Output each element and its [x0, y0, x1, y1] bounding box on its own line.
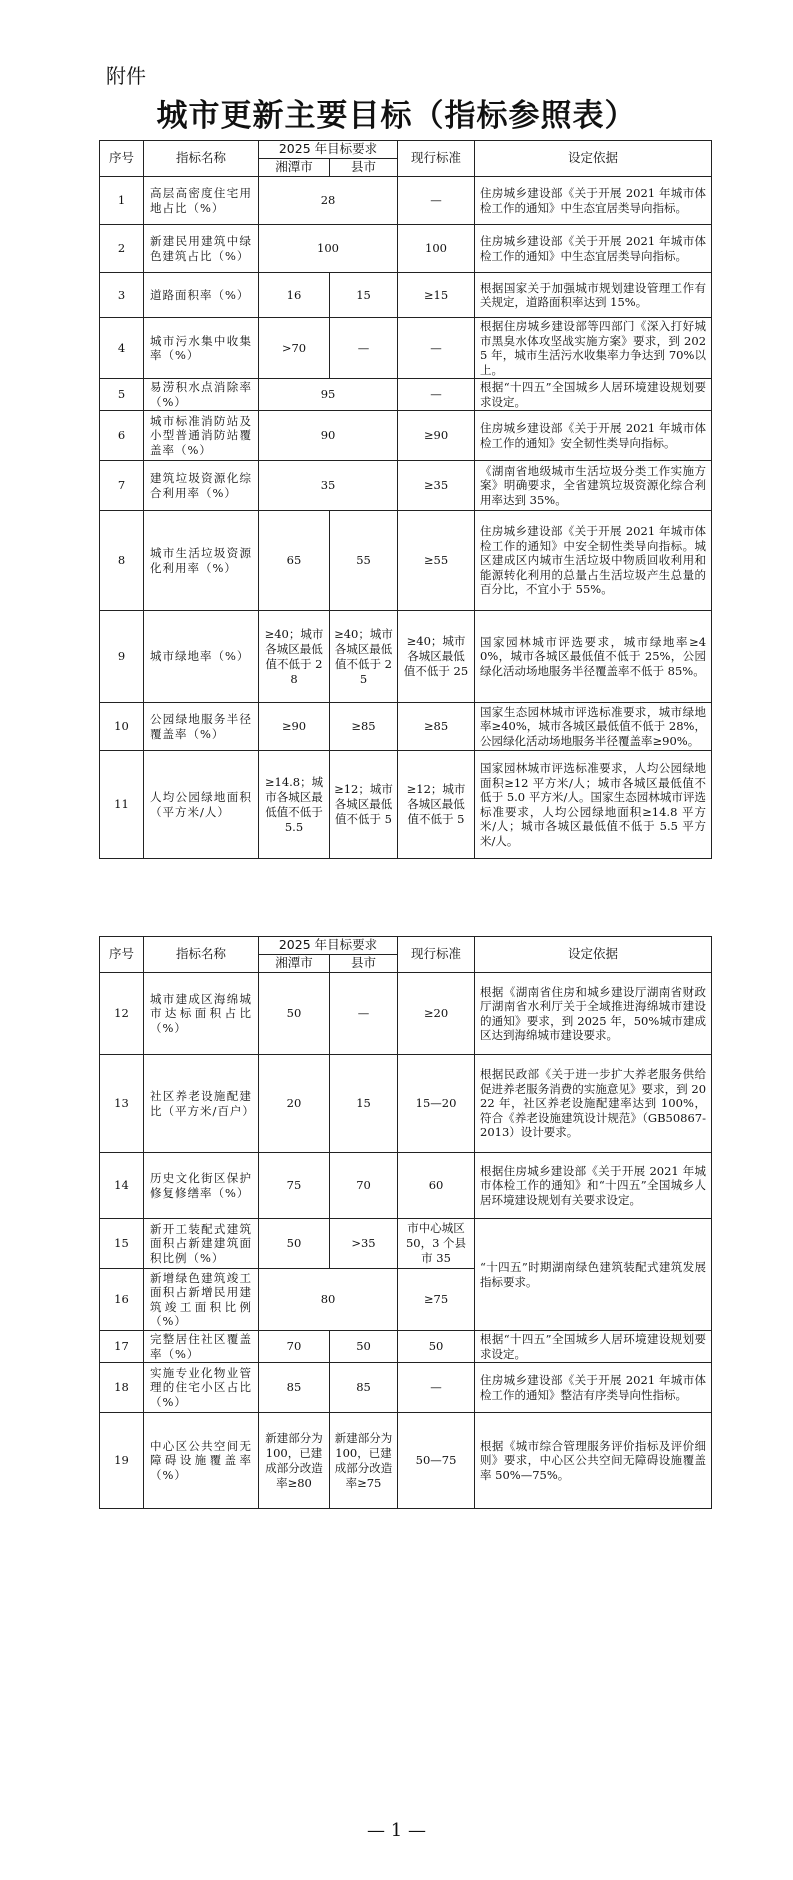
col-header-county: 县市: [330, 159, 398, 177]
page-number: — 1 —: [367, 1820, 426, 1841]
target-xiangtan: 16: [259, 273, 330, 318]
target-merged: 80: [259, 1269, 398, 1331]
current-standard: 50: [398, 1331, 475, 1363]
row-no: 10: [100, 703, 144, 751]
target-xiangtan: 50: [259, 973, 330, 1055]
target-county: 15: [330, 273, 398, 318]
target-county: 70: [330, 1153, 398, 1219]
current-standard: ≥55: [398, 511, 475, 611]
col-header-current: 现行标准: [398, 141, 475, 177]
row-no: 5: [100, 379, 144, 411]
current-standard: ≥90: [398, 411, 475, 461]
table-row: [100, 611, 712, 703]
target-xiangtan: 70: [259, 1331, 330, 1363]
target-county: ≥12；城市各城区最低值不低于 5: [330, 751, 398, 859]
row-no: 4: [100, 318, 144, 379]
row-no: 8: [100, 511, 144, 611]
attachment-label: 附件: [106, 64, 146, 88]
row-no: 19: [100, 1413, 144, 1509]
target-xiangtan: ≥40；城市各城区最低值不低于 28: [259, 611, 330, 703]
indicator-name: 中心区公共空间无障碍设施覆盖率（%）: [144, 1413, 259, 1509]
indicator-name: 易涝积水点消除率（%）: [144, 379, 259, 411]
basis-text: 《湖南省地级城市生活垃圾分类工作实施方案》明确要求，全省建筑垃圾资源化综合利用率达到 35%。: [475, 461, 712, 511]
target-county: —: [330, 318, 398, 379]
current-standard: 15—20: [398, 1055, 475, 1153]
basis-text: 住房城乡建设部《关于开展 2021 年城市体检工作的通知》整洁有序类导向性指标。: [475, 1363, 712, 1413]
indicator-name: 完整居住社区覆盖率（%）: [144, 1331, 259, 1363]
basis-text: 根据《湖南省住房和城乡建设厅湖南省财政厅湖南省水利厅关于全域推进海绵城市建设的通知》要求，到 2025 年，50%城市建成区达到海绵城市建设要求。: [475, 973, 712, 1055]
row-no: 18: [100, 1363, 144, 1413]
indicator-name: 人均公园绿地面积（平方米/人）: [144, 751, 259, 859]
row-no: 9: [100, 611, 144, 703]
table-row: [100, 703, 712, 751]
col-header-basis: 设定依据: [475, 141, 712, 177]
indicator-name: 城市绿地率（%）: [144, 611, 259, 703]
row-no: 3: [100, 273, 144, 318]
basis-text: 国家生态园林城市评选标准要求，城市绿地率≥40%，城市各城区最低值不低于 28%，公园绿化活动场地服务半径覆盖率≥90%。: [475, 703, 712, 751]
row-no: 15: [100, 1219, 144, 1269]
table-row: [100, 751, 712, 859]
target-merged: 100: [259, 225, 398, 273]
basis-text: 国家园林城市评选标准要求，人均公园绿地面积≥12 平方米/人；城市各城区最低值不低于 5.0 平方米/人。国家生态园林城市评选标准要求，人均公园绿地面积≥14.8 平方米/人；城市各城区最低值不低于 5.5 平方米/人。: [475, 751, 712, 859]
indicator-table-1: [99, 140, 712, 859]
current-standard: —: [398, 318, 475, 379]
current-standard: —: [398, 1363, 475, 1413]
col-header-target-group: 2025 年目标要求: [259, 141, 398, 159]
target-merged: 90: [259, 411, 398, 461]
current-standard: 50—75: [398, 1413, 475, 1509]
col-header-county: 县市: [330, 955, 398, 973]
target-county: ≥85: [330, 703, 398, 751]
target-county: —: [330, 973, 398, 1055]
table-row: [100, 461, 712, 511]
col-header-name: 指标名称: [144, 141, 259, 177]
table-row: [100, 973, 712, 1055]
current-standard: ≥12；城市各城区最低值不低于 5: [398, 751, 475, 859]
indicator-name: 新建民用建筑中绿色建筑占比（%）: [144, 225, 259, 273]
target-xiangtan: 85: [259, 1363, 330, 1413]
col-header-no: 序号: [100, 141, 144, 177]
table-row: [100, 1153, 712, 1219]
target-merged: 95: [259, 379, 398, 411]
current-standard: 60: [398, 1153, 475, 1219]
table-row: [100, 511, 712, 611]
indicator-name: 社区养老设施配建比（平方米/百户）: [144, 1055, 259, 1153]
target-merged: 28: [259, 177, 398, 225]
row-no: 14: [100, 1153, 144, 1219]
basis-text: “十四五”时期湖南绿色建筑装配式建筑发展指标要求。: [475, 1219, 712, 1331]
col-header-xiangtan: 湘潭市: [259, 955, 330, 973]
indicator-table-2: [99, 936, 712, 1509]
basis-text: 根据国家关于加强城市规划建设管理工作有关规定，道路面积率达到 15%。: [475, 273, 712, 318]
target-county: >35: [330, 1219, 398, 1269]
basis-text: 根据《城市综合管理服务评价指标及评价细则》要求，中心区公共空间无障碍设施覆盖率 50%—75%。: [475, 1413, 712, 1509]
indicator-name: 建筑垃圾资源化综合利用率（%）: [144, 461, 259, 511]
target-xiangtan: ≥90: [259, 703, 330, 751]
col-header-xiangtan: 湘潭市: [259, 159, 330, 177]
basis-text: 根据“十四五”全国城乡人居环境建设规划要求设定。: [475, 1331, 712, 1363]
col-header-name: 指标名称: [144, 937, 259, 973]
indicator-name: 公园绿地服务半径覆盖率（%）: [144, 703, 259, 751]
row-no: 7: [100, 461, 144, 511]
target-xiangtan: 65: [259, 511, 330, 611]
table-row: [100, 177, 712, 225]
row-no: 1: [100, 177, 144, 225]
target-county: ≥40；城市各城区最低值不低于 25: [330, 611, 398, 703]
indicator-name: 新开工装配式建筑面积占新建建筑面积比例（%）: [144, 1219, 259, 1269]
current-standard: —: [398, 177, 475, 225]
row-no: 16: [100, 1269, 144, 1331]
target-county: 新建部分为 100，已建成部分改造率≥75: [330, 1413, 398, 1509]
row-no: 13: [100, 1055, 144, 1153]
target-county: 15: [330, 1055, 398, 1153]
indicator-name: 实施专业化物业管理的住宅小区占比（%）: [144, 1363, 259, 1413]
table-row: [100, 1413, 712, 1509]
indicator-name: 城市生活垃圾资源化利用率（%）: [144, 511, 259, 611]
col-header-no: 序号: [100, 937, 144, 973]
table-row: [100, 318, 712, 379]
basis-text: 国家园林城市评选要求，城市绿地率≥40%，城市各城区最低值不低于 25%，公园绿化活动场地服务半径覆盖率不低于 85%。: [475, 611, 712, 703]
indicator-name: 城市建成区海绵城市达标面积占比（%）: [144, 973, 259, 1055]
current-standard: ≥15: [398, 273, 475, 318]
target-merged: 35: [259, 461, 398, 511]
current-standard: —: [398, 379, 475, 411]
page-title: 城市更新主要目标（指标参照表）: [156, 98, 637, 134]
col-header-current: 现行标准: [398, 937, 475, 973]
current-standard: ≥85: [398, 703, 475, 751]
table-row: [100, 1331, 712, 1363]
indicator-name: 高层高密度住宅用地占比（%）: [144, 177, 259, 225]
table-row: [100, 379, 712, 411]
row-no: 12: [100, 973, 144, 1055]
basis-text: 根据住房城乡建设部等四部门《深入打好城市黑臭水体攻坚战实施方案》要求，到 2025 年，城市生活污水收集率力争达到 70%以上。: [475, 318, 712, 379]
table-row: [100, 411, 712, 461]
row-no: 11: [100, 751, 144, 859]
basis-text: 住房城乡建设部《关于开展 2021 年城市体检工作的通知》安全韧性类导向指标。: [475, 411, 712, 461]
basis-text: 根据民政部《关于进一步扩大养老服务供给促进养老服务消费的实施意见》要求，到 2022 年，社区养老设施配建率达到 100%，符合《养老设施建筑设计规范》（GB50867-2013）设计要求。: [475, 1055, 712, 1153]
target-xiangtan: ≥14.8；城市各城区最低值不低于 5.5: [259, 751, 330, 859]
current-standard: ≥20: [398, 973, 475, 1055]
table-row: [100, 1219, 712, 1269]
current-standard: ≥40；城市各城区最低值不低于 25: [398, 611, 475, 703]
table-row: [100, 1055, 712, 1153]
indicator-name: 历史文化街区保护修复修缮率（%）: [144, 1153, 259, 1219]
current-standard: ≥75: [398, 1269, 475, 1331]
indicator-name: 新增绿色建筑竣工面积占新增民用建筑竣工面积比例（%）: [144, 1269, 259, 1331]
basis-text: 住房城乡建设部《关于开展 2021 年城市体检工作的通知》中生态宜居类导向指标。: [475, 177, 712, 225]
indicator-name: 道路面积率（%）: [144, 273, 259, 318]
col-header-target-group: 2025 年目标要求: [259, 937, 398, 955]
table-row: [100, 1363, 712, 1413]
basis-text: 住房城乡建设部《关于开展 2021 年城市体检工作的通知》中生态宜居类导向指标。: [475, 225, 712, 273]
row-no: 2: [100, 225, 144, 273]
target-xiangtan: 20: [259, 1055, 330, 1153]
basis-text: 住房城乡建设部《关于开展 2021 年城市体检工作的通知》中安全韧性类导向指标。城区建成区内城市生活垃圾中物质回收利用和能源转化利用的总量占生活垃圾产生总量的百分比，不宜小于 55%。: [475, 511, 712, 611]
current-standard: ≥35: [398, 461, 475, 511]
basis-text: 根据住房城乡建设部《关于开展 2021 年城市体检工作的通知》和“十四五”全国城乡人居环境建设规划有关要求设定。: [475, 1153, 712, 1219]
indicator-name: 城市污水集中收集率（%）: [144, 318, 259, 379]
basis-text: 根据“十四五”全国城乡人居环境建设规划要求设定。: [475, 379, 712, 411]
table-row: [100, 273, 712, 318]
target-xiangtan: >70: [259, 318, 330, 379]
target-xiangtan: 新建部分为 100，已建成部分改造率≥80: [259, 1413, 330, 1509]
row-no: 17: [100, 1331, 144, 1363]
current-standard: 100: [398, 225, 475, 273]
target-xiangtan: 50: [259, 1219, 330, 1269]
col-header-basis: 设定依据: [475, 937, 712, 973]
target-county: 50: [330, 1331, 398, 1363]
table-row: [100, 225, 712, 273]
indicator-name: 城市标准消防站及小型普通消防站覆盖率（%）: [144, 411, 259, 461]
target-xiangtan: 75: [259, 1153, 330, 1219]
target-county: 85: [330, 1363, 398, 1413]
row-no: 6: [100, 411, 144, 461]
current-standard: 市中心城区 50，3 个县市 35: [398, 1219, 475, 1269]
target-county: 55: [330, 511, 398, 611]
